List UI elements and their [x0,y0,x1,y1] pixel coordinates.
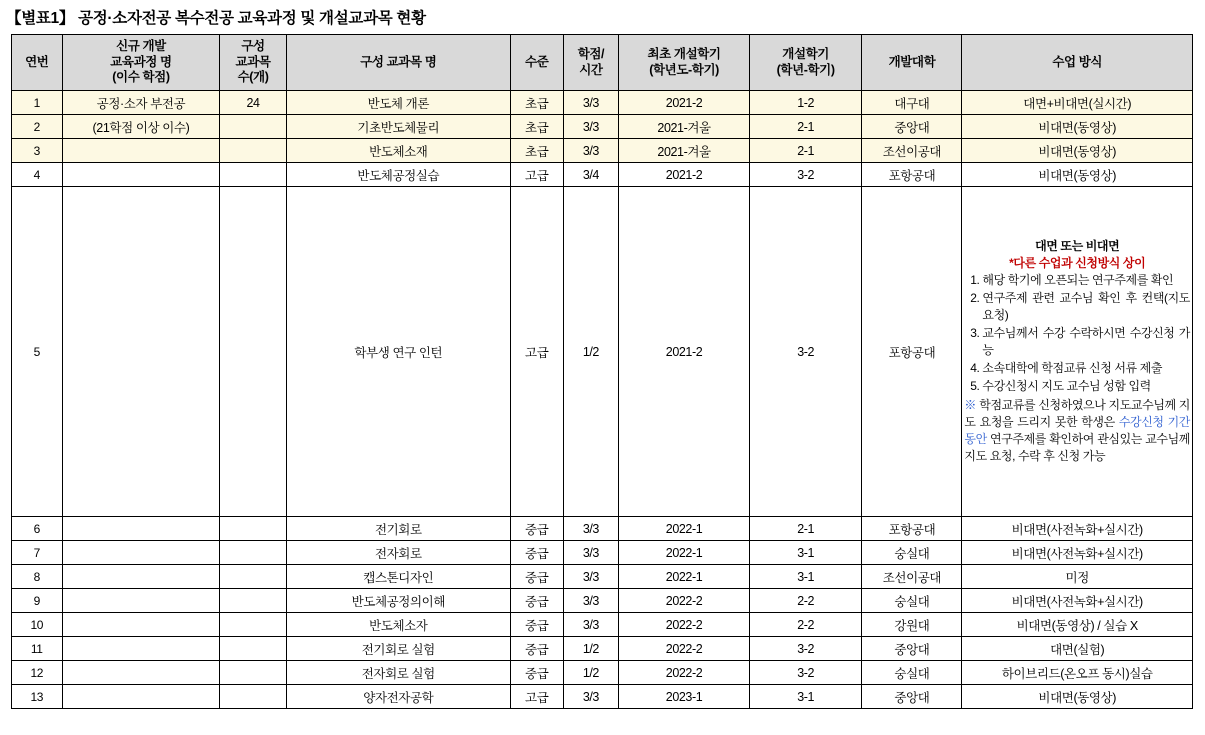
cell-curriculum [62,661,220,685]
cell-credit-hours: 3/3 [563,685,619,709]
cell-teaching-method: 비대면(사전녹화+실시간) [962,517,1193,541]
cell-first-semester: 2022-2 [619,637,750,661]
cell-credit-hours: 1/2 [563,187,619,517]
cell-course-count [220,541,286,565]
cell-course-count [220,613,286,637]
table-row [12,517,1193,541]
cell-subject: 전자회로 실험 [286,661,510,685]
list-item: 5. 수강신청시 지도 교수님 성함 입력 [982,378,1190,395]
column-header-first-semester-line-2: (학년도-학기) [649,62,719,77]
cell-course-count [220,637,286,661]
cell-university: 중앙대 [862,685,962,709]
cell-teaching-method: 하이브리드(온오프 동시)실습 [962,661,1193,685]
cell-teaching-method: 비대면(동영상) [962,163,1193,187]
column-header-first-semester-line-1: 최초 개설학기 [647,46,721,61]
column-header-offered-semester-line-1: 개설학기 [782,46,829,61]
cell-credit-hours: 1/2 [563,661,619,685]
cell-offered-semester: 1-2 [749,91,862,115]
cell-course-count [220,163,286,187]
list-item: 4. 소속대학에 학점교류 신청 서류 제출 [982,360,1190,377]
teaching-method-warning: *다른 수업과 신청방식 상이 [1009,255,1146,270]
cell-teaching-method: 비대면(사전녹화+실시간) [962,589,1193,613]
cell-curriculum [62,187,220,517]
cell-no: 1 [12,91,63,115]
column-header-subject [286,35,510,91]
cell-subject: 전기회로 실험 [286,637,510,661]
table-row [12,541,1193,565]
cell-level: 고급 [510,163,563,187]
column-header-university [862,35,962,91]
cell-first-semester: 2021-2 [619,187,750,517]
cell-first-semester: 2021-2 [619,91,750,115]
cell-course-count [220,187,286,517]
table-row [12,139,1193,163]
teaching-method-steps [964,272,1190,395]
cell-no: 13 [12,685,63,709]
column-header-level-line-1: 수준 [525,54,549,69]
table-row [12,91,1193,115]
cell-level: 중급 [510,613,563,637]
note-emphasis: 수강신청 기간 동안 [964,415,1190,447]
cell-subject: 기초반도체물리 [286,115,510,139]
cell-course-count [220,589,286,613]
cell-offered-semester: 3-2 [749,163,862,187]
list-item: 3. 교수님께서 수강 수락하시면 수강신청 가능 [982,325,1190,359]
table-row [12,637,1193,661]
cell-course-count [220,115,286,139]
cell-teaching-method: 대면+비대면(실시간) [962,91,1193,115]
cell-no: 9 [12,589,63,613]
cell-credit-hours: 3/3 [563,565,619,589]
table-row [12,613,1193,637]
cell-course-count: 24 [220,91,286,115]
cell-university: 조선이공대 [862,565,962,589]
cell-first-semester: 2022-2 [619,613,750,637]
cell-credit-hours: 3/3 [563,517,619,541]
column-header-curriculum-line-1: 신규 개발 [116,39,166,54]
cell-credit-hours: 3/3 [563,541,619,565]
cell-offered-semester: 2-2 [749,613,862,637]
cell-university: 포항공대 [862,517,962,541]
cell-subject: 전자회로 [286,541,510,565]
cell-teaching-method: 비대면(동영상) [962,139,1193,163]
column-header-university-line-1: 개발대학 [888,54,936,69]
cell-first-semester: 2023-1 [619,685,750,709]
cell-level: 초급 [510,91,563,115]
cell-no: 7 [12,541,63,565]
cell-offered-semester: 3-1 [749,541,862,565]
cell-level: 중급 [510,565,563,589]
column-header-no [12,35,63,91]
cell-curriculum: 공정·소자 부전공 [62,91,220,115]
cell-subject: 반도체 개론 [286,91,510,115]
cell-curriculum [62,139,220,163]
cell-university: 중앙대 [862,115,962,139]
cell-credit-hours: 3/3 [563,91,619,115]
table-row [12,589,1193,613]
cell-curriculum [62,637,220,661]
cell-first-semester: 2022-1 [619,565,750,589]
cell-offered-semester: 2-1 [749,115,862,139]
cell-level: 중급 [510,517,563,541]
cell-offered-semester: 2-2 [749,589,862,613]
cell-credit-hours: 3/3 [563,139,619,163]
cell-course-count [220,565,286,589]
column-header-course-count-line-2: 교과목 [235,54,271,69]
cell-credit-hours: 3/3 [563,613,619,637]
teaching-method-head: 대면 또는 비대면 [1035,238,1120,253]
cell-offered-semester: 2-1 [749,139,862,163]
cell-subject: 반도체공정의이해 [286,589,510,613]
table-body [12,91,1193,709]
cell-curriculum [62,565,220,589]
cell-course-count [220,139,286,163]
cell-offered-semester: 2-1 [749,517,862,541]
cell-course-count [220,661,286,685]
column-header-first-semester [619,35,750,91]
teaching-method-note [964,397,1190,465]
column-header-curriculum-line-2: 교육과정 명 [110,54,172,69]
column-header-credit-hours [563,35,619,91]
column-header-level [510,35,563,91]
cell-credit-hours: 3/4 [563,163,619,187]
cell-level: 고급 [510,685,563,709]
column-header-course-count [220,35,286,91]
cell-university: 포항공대 [862,187,962,517]
cell-curriculum: (21학점 이상 이수) [62,115,220,139]
cell-first-semester: 2021-2 [619,163,750,187]
cell-subject: 전기회로 [286,517,510,541]
column-header-curriculum-line-3: (이수 학점) [112,70,170,85]
cell-curriculum [62,613,220,637]
cell-offered-semester: 3-1 [749,685,862,709]
cell-teaching-method: 비대면(동영상) [962,685,1193,709]
cell-subject: 반도체공정실습 [286,163,510,187]
column-header-teaching-method-line-1: 수업 방식 [1052,54,1103,69]
cell-no: 2 [12,115,63,139]
cell-teaching-method: 비대면(동영상) [962,115,1193,139]
cell-subject: 양자전자공학 [286,685,510,709]
cell-no: 10 [12,613,63,637]
table-row [12,661,1193,685]
cell-course-count [220,685,286,709]
cell-level: 초급 [510,139,563,163]
header-row [12,35,1193,91]
cell-offered-semester: 3-2 [749,637,862,661]
cell-level: 중급 [510,637,563,661]
cell-teaching-method-detail [962,187,1193,517]
cell-teaching-method: 대면(실험) [962,637,1193,661]
cell-first-semester: 2021-겨울 [619,139,750,163]
cell-no: 5 [12,187,63,517]
cell-university: 숭실대 [862,589,962,613]
note-text-2: 연구주제를 확인하여 관심있는 교수님께 지도 요청, 수락 후 신청 가능 [964,432,1190,464]
cell-level: 중급 [510,589,563,613]
cell-subject: 캡스톤디자인 [286,565,510,589]
cell-university: 대구대 [862,91,962,115]
cell-teaching-method: 비대면(사전녹화+실시간) [962,541,1193,565]
cell-no: 6 [12,517,63,541]
table-row [12,565,1193,589]
cell-first-semester: 2022-2 [619,589,750,613]
cell-curriculum [62,517,220,541]
cell-subject: 반도체소자 [286,613,510,637]
table-row [12,187,1193,517]
cell-credit-hours: 3/3 [563,589,619,613]
cell-no: 3 [12,139,63,163]
column-header-credit-hours-line-2: 시간 [579,62,603,77]
column-header-course-count-line-1: 구성 [241,39,265,54]
cell-university: 중앙대 [862,637,962,661]
cell-offered-semester: 3-2 [749,187,862,517]
cell-offered-semester: 3-1 [749,565,862,589]
cell-teaching-method: 비대면(동영상) / 실습 X [962,613,1193,637]
cell-university: 강원대 [862,613,962,637]
cell-curriculum [62,685,220,709]
table-header [12,35,1193,91]
cell-curriculum [62,163,220,187]
column-header-credit-hours-line-1: 학점/ [577,46,605,61]
column-header-course-count-line-3: 수(개) [237,70,269,85]
cell-subject: 반도체소재 [286,139,510,163]
cell-curriculum [62,589,220,613]
cell-credit-hours: 1/2 [563,637,619,661]
cell-offered-semester: 3-2 [749,661,862,685]
column-header-teaching-method [962,35,1193,91]
course-table [11,34,1193,709]
note-text-1: 학점교류를 신청하였으나 지도교수님께 지도 요청을 드리지 못한 학생은 [964,398,1190,430]
cell-university: 숭실대 [862,661,962,685]
table-row [12,163,1193,187]
cell-course-count [220,517,286,541]
list-item: 2. 연구주제 관련 교수님 확인 후 컨택(지도요청) [982,290,1190,324]
column-header-offered-semester-line-2: (학년-학기) [776,62,835,77]
page-title: 【별표1】 공정·소자전공 복수전공 교육과정 및 개설교과목 현황 [6,10,426,27]
cell-level: 고급 [510,187,563,517]
cell-credit-hours: 3/3 [563,115,619,139]
cell-no: 12 [12,661,63,685]
list-item: 1. 해당 학기에 오픈되는 연구주제를 확인 [982,272,1190,289]
column-header-subject-line-1: 구성 교과목 명 [360,54,437,69]
cell-teaching-method: 미정 [962,565,1193,589]
cell-first-semester: 2022-2 [619,661,750,685]
column-header-curriculum [62,35,220,91]
note-mark: ※ [964,398,980,413]
cell-first-semester: 2021-겨울 [619,115,750,139]
cell-no: 4 [12,163,63,187]
cell-no: 8 [12,565,63,589]
column-header-offered-semester [749,35,862,91]
table-row [12,685,1193,709]
table-row [12,115,1193,139]
cell-university: 조선이공대 [862,139,962,163]
cell-no: 11 [12,637,63,661]
column-header-no-line-1: 연번 [25,54,49,69]
cell-university: 포항공대 [862,163,962,187]
cell-first-semester: 2022-1 [619,541,750,565]
cell-subject: 학부생 연구 인턴 [286,187,510,517]
cell-level: 초급 [510,115,563,139]
cell-curriculum [62,541,220,565]
cell-first-semester: 2022-1 [619,517,750,541]
cell-university: 숭실대 [862,541,962,565]
cell-level: 중급 [510,541,563,565]
cell-level: 중급 [510,661,563,685]
